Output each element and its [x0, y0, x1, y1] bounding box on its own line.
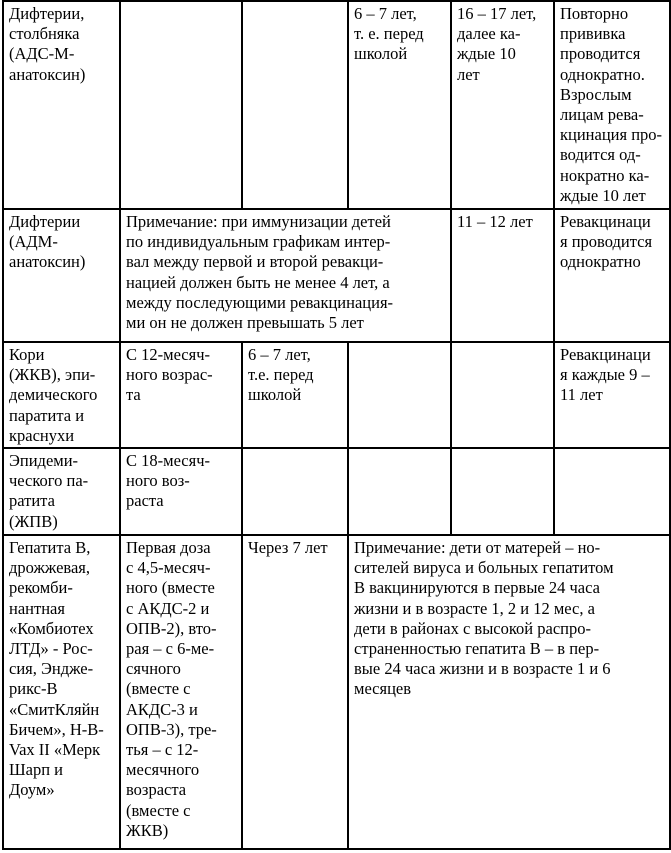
text-line: ОПВ-3), тре-	[126, 719, 217, 739]
text-line: (АДМ-	[9, 232, 58, 252]
text-line: Шарп и	[9, 760, 64, 780]
text-line: Дифтерии	[9, 212, 81, 231]
text-line: проводится	[560, 44, 641, 64]
table-row	[3, 1, 670, 209]
text-line: страненностью гепатита В – в пер-	[354, 639, 600, 659]
text-line: Через 7 лет	[248, 538, 328, 558]
text-line: месячного	[126, 760, 200, 780]
schedule-cell	[451, 209, 554, 342]
text-line: (ЖКВ), эпи-	[9, 365, 96, 385]
text-line: прививка	[560, 24, 626, 44]
schedule-cell	[242, 342, 348, 448]
schedule-cell	[348, 342, 451, 448]
schedule-cell	[242, 448, 348, 535]
text-line: сия, Эндже-	[9, 659, 94, 679]
text-line: 6 – 7 лет,	[248, 345, 311, 364]
schedule-cell	[451, 448, 554, 535]
text-line: кцинация про-	[560, 125, 663, 145]
text-line: Первая доза	[126, 538, 211, 558]
text-line: С 18-месяч-	[126, 451, 211, 471]
vaccination-schedule-table	[2, 0, 671, 850]
text-line: месяцев	[354, 679, 412, 699]
text-line: анатоксин)	[9, 64, 86, 84]
text-line: Повторно	[560, 4, 629, 23]
text-line: т. е. перед	[354, 24, 424, 44]
text-line: ного воз-	[126, 471, 190, 491]
text-line: 11 лет	[560, 385, 603, 405]
text-line: дрожжевая,	[9, 558, 91, 578]
disease-cell	[3, 448, 120, 535]
remark-cell	[554, 1, 670, 209]
text-line: В вакцинируются в первые 24 часа	[354, 578, 600, 598]
disease-cell	[3, 1, 120, 209]
text-line: Эпидеми-	[9, 451, 79, 471]
text-line: тья – с 12-	[126, 740, 199, 760]
remark-cell	[554, 448, 670, 535]
text-line: «СмитКляйн	[9, 699, 100, 719]
text-line: вал между первой и второй ревакци-	[126, 252, 384, 272]
text-line: Примечание: при иммунизации детей	[126, 212, 391, 231]
text-line: ждые 10	[457, 44, 516, 64]
text-line: сителей вируса и больных гепатитом	[354, 558, 614, 578]
text-line: Vax II «Мерк	[9, 740, 101, 760]
table-row	[3, 448, 670, 535]
text-line: анатоксин)	[9, 252, 86, 272]
text-line: АКДС-3 и	[126, 699, 198, 719]
text-line: Взрослым	[560, 84, 632, 104]
text-line: ческого па-	[9, 471, 89, 491]
table-row	[3, 535, 670, 849]
text-line: демического	[9, 385, 98, 405]
text-line: ЖКВ)	[126, 820, 169, 840]
text-line: Примечание: дети от матерей – но-	[354, 538, 601, 558]
text-line: Бичем», H-B-	[9, 719, 104, 739]
schedule-cell	[120, 535, 242, 849]
text-line: Доум»	[9, 780, 55, 800]
text-line: паратита и	[9, 405, 85, 425]
disease-cell	[3, 209, 120, 342]
text-line: однократно	[560, 252, 641, 272]
text-line: с АКДС-2 и	[126, 598, 210, 618]
text-line: (ЖПВ)	[9, 511, 58, 531]
text-line: та	[126, 385, 141, 405]
schedule-cell	[348, 448, 451, 535]
text-line: по индивидуальным графикам интер-	[126, 232, 391, 252]
text-line: лицам рева-	[560, 105, 644, 125]
text-line: Гепатита В,	[9, 538, 91, 558]
schedule-cell	[242, 1, 348, 209]
text-line: вые 24 часа жизни и в возрасте 1 и 6	[354, 659, 611, 679]
text-line: Кори	[9, 345, 45, 364]
text-line: возраста	[126, 780, 187, 800]
text-line: с 4,5-месяч-	[126, 558, 211, 578]
text-line: я проводится	[560, 232, 653, 252]
text-line: т.е. перед	[248, 365, 314, 385]
text-line: Ревакцинаци	[560, 345, 651, 364]
remark-cell	[554, 342, 670, 448]
text-line: 6 – 7 лет,	[354, 4, 417, 23]
text-line: ЛТД» - Рос-	[9, 639, 93, 659]
text-line: однократно.	[560, 64, 645, 84]
text-line: С 12-месяч-	[126, 345, 211, 364]
text-line: жизни и в возрасте 1, 2 и 12 мес, а	[354, 598, 595, 618]
disease-cell	[3, 342, 120, 448]
schedule-cell	[348, 1, 451, 209]
text-line: столбняка	[9, 24, 80, 44]
schedule-cell	[120, 1, 242, 209]
note-cell	[120, 209, 451, 342]
text-line: ного (вместе	[126, 578, 215, 598]
text-line: школой	[354, 44, 408, 64]
schedule-cell	[120, 342, 242, 448]
text-line: лет	[457, 64, 480, 84]
note-cell	[348, 535, 670, 849]
text-line: 11 – 12 лет	[457, 212, 533, 231]
text-line: краснухи	[9, 425, 75, 445]
schedule-cell	[451, 342, 554, 448]
remark-cell	[554, 209, 670, 342]
text-line: Дифтерии,	[9, 4, 85, 23]
schedule-cell	[242, 535, 348, 849]
text-line: ми он не должен превышать 5 лет	[126, 313, 364, 333]
text-line: ного возрас-	[126, 365, 213, 385]
text-line: (АДС-М-	[9, 44, 75, 64]
text-line: «Комбиотех	[9, 618, 94, 638]
text-line: рикс-В	[9, 679, 58, 699]
text-line: водится од-	[560, 145, 641, 165]
text-line: дети в районах с высокой распро-	[354, 618, 591, 638]
table-row	[3, 342, 670, 448]
text-line: раста	[126, 491, 164, 511]
disease-cell	[3, 535, 120, 849]
text-line: между последующими ревакцинация-	[126, 292, 394, 312]
text-line: школой	[248, 385, 302, 405]
schedule-cell	[120, 448, 242, 535]
text-line: рая – с 6-ме-	[126, 639, 215, 659]
text-line: рекомби-	[9, 578, 73, 598]
text-line: ждые 10 лет	[560, 185, 646, 205]
text-line: 16 – 17 лет,	[457, 4, 537, 23]
text-line: нократно ка-	[560, 165, 650, 185]
text-line: (вместе с	[126, 679, 191, 699]
text-line: ОПВ-2), вто-	[126, 618, 217, 638]
text-line: ратита	[9, 491, 55, 511]
text-line: нацией должен быть не менее 4 лет, а	[126, 272, 390, 292]
text-line: далее ка-	[457, 24, 521, 44]
schedule-cell	[451, 1, 554, 209]
text-line: нантная	[9, 598, 65, 618]
text-line: (вместе с	[126, 800, 191, 820]
table-row	[3, 209, 670, 342]
text-line: Ревакцинаци	[560, 212, 651, 231]
text-line: я каждые 9 –	[560, 365, 650, 385]
text-line: сячного	[126, 659, 181, 679]
